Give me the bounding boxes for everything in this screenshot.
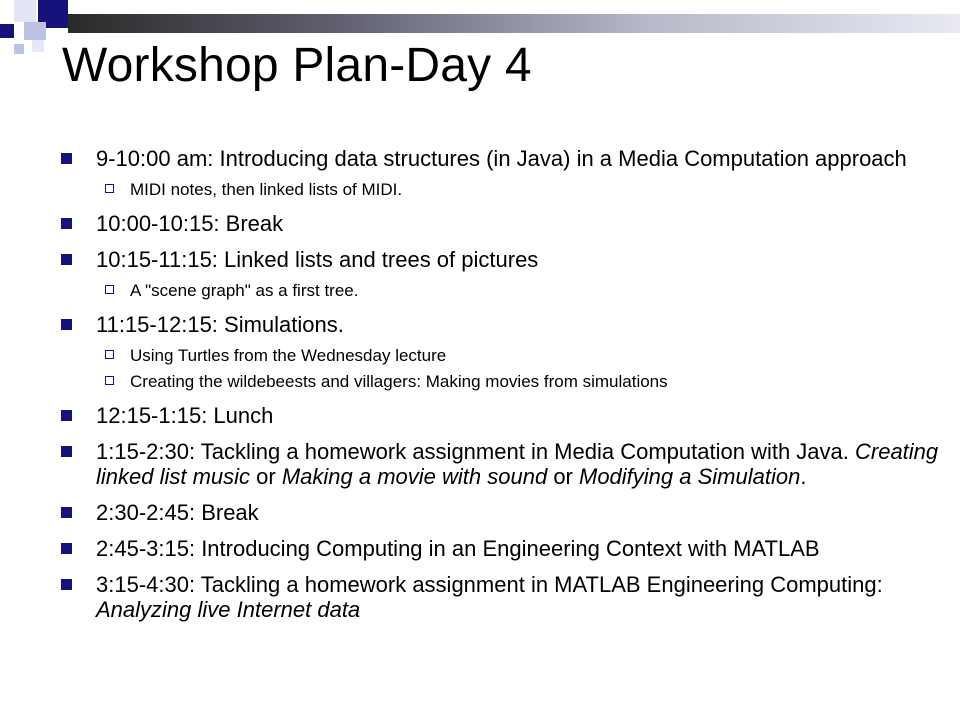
square-bullet-icon <box>61 254 72 265</box>
text-run: 1:15-2:30: Tackling a homework assignment in Media Computation with Java. <box>96 439 855 464</box>
sub-list-item <box>60 280 940 301</box>
item-text: 10:15-11:15: Linked lists and trees of pictures <box>96 247 539 272</box>
square-bullet-icon <box>61 410 72 421</box>
item-text <box>96 572 883 622</box>
decor-square <box>14 0 36 22</box>
slide-title: Workshop Plan-Day 4 <box>62 39 532 92</box>
sub-item-text: Creating the wildebeests and villagers: Making movies from simulations <box>130 372 668 391</box>
italic-text-run: Analyzing live Internet data <box>96 597 361 622</box>
square-bullet-icon <box>61 446 72 457</box>
square-bullet-icon <box>61 153 72 164</box>
item-text <box>96 439 938 489</box>
square-bullet-icon <box>61 579 72 590</box>
decor-square <box>24 22 46 40</box>
list-item <box>60 536 940 561</box>
hollow-square-bullet-icon <box>105 285 114 294</box>
item-text: 10:00-10:15: Break <box>96 211 284 236</box>
item-text: 9-10:00 am: Introducing data structures (in Java) in a Media Computation approach <box>96 146 907 171</box>
list-item <box>60 247 940 272</box>
text-run: or <box>250 464 282 489</box>
square-bullet-icon <box>61 543 72 554</box>
list-item <box>60 500 940 525</box>
italic-text-run: Making a movie with sound <box>281 464 548 489</box>
italic-text-run: Creating linked list music <box>96 439 939 489</box>
sub-item-text: Using Turtles from the Wednesday lecture <box>130 346 447 365</box>
hollow-square-bullet-icon <box>105 376 114 385</box>
list-item <box>60 439 940 489</box>
list-item <box>60 403 940 428</box>
item-text: 2:45-3:15: Introducing Computing in an Engineering Context with MATLAB <box>96 536 820 561</box>
square-bullet-icon <box>61 507 72 518</box>
list-item <box>60 211 940 236</box>
list-item <box>60 572 940 622</box>
sub-list-item <box>60 179 940 200</box>
item-text: 2:30-2:45: Break <box>96 500 259 525</box>
hollow-square-bullet-icon <box>105 184 114 193</box>
sub-item-text: MIDI notes, then linked lists of MIDI. <box>130 180 403 199</box>
text-run: or <box>547 464 579 489</box>
item-text: 11:15-12:15: Simulations. <box>96 312 344 337</box>
square-bullet-icon <box>61 319 72 330</box>
square-bullet-icon <box>61 218 72 229</box>
list-item <box>60 312 940 337</box>
text-run: . <box>800 464 807 489</box>
list-item <box>60 146 940 171</box>
item-text: 12:15-1:15: Lunch <box>96 403 274 428</box>
decor-square <box>32 40 44 52</box>
decor-square <box>14 44 24 54</box>
sub-item-text: A "scene graph" as a first tree. <box>130 281 359 300</box>
decor-square <box>0 24 14 38</box>
sub-list-item <box>60 371 940 392</box>
hollow-square-bullet-icon <box>105 350 114 359</box>
slide-body <box>60 146 940 633</box>
sub-list-item <box>60 345 940 366</box>
italic-text-run: Modifying a Simulation <box>579 464 801 489</box>
title-bar-gradient <box>68 14 960 33</box>
text-run: 3:15-4:30: Tackling a homework assignment in MATLAB Engineering Computing: <box>96 572 883 597</box>
